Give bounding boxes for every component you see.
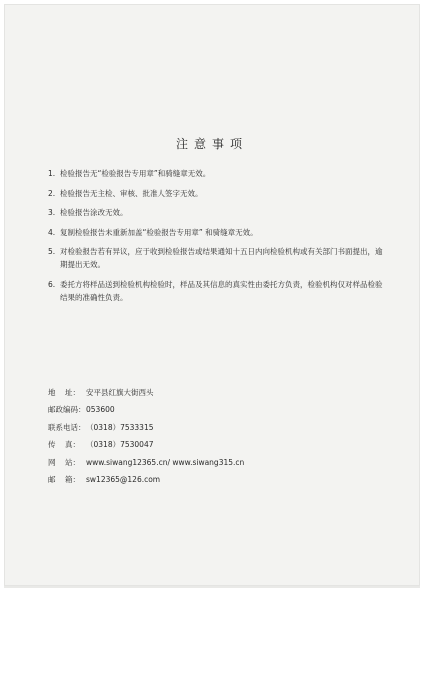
contact-info bbox=[48, 384, 244, 489]
contact-label: 传 真： bbox=[48, 440, 81, 450]
contact-label: 邮 箱： bbox=[48, 475, 81, 485]
address-value: 安平县红旗大街西头 bbox=[86, 387, 154, 397]
note-number: 6. bbox=[48, 279, 56, 289]
note-text: 委托方将样品送到检验机构检验时，样品及其信息的真实性由委托方负责，检验机构仅对样品检验结果的准确性负责。 bbox=[60, 279, 383, 302]
note-number: 5. bbox=[48, 247, 56, 256]
note-item bbox=[48, 278, 384, 304]
note-number: 4. bbox=[48, 227, 56, 237]
phone-value: （0318）7533315 bbox=[86, 422, 154, 432]
contact-label: 联系电话： bbox=[48, 422, 86, 432]
note-text: 对检验报告若有异议，应于收到检验报告或结果通知十五日内向检验机构或有关部门书面提出，逾期提出无效。 bbox=[60, 247, 383, 269]
contact-postcode-row bbox=[48, 402, 244, 420]
note-item bbox=[48, 206, 384, 219]
contact-website-row bbox=[48, 454, 244, 472]
contact-address-row bbox=[48, 384, 244, 402]
notes-list bbox=[48, 167, 384, 310]
contact-fax-row bbox=[48, 437, 244, 455]
note-item bbox=[48, 245, 384, 271]
contact-email-row bbox=[48, 472, 244, 490]
contact-label: 邮政编码： bbox=[48, 405, 86, 415]
postcode-value: 053600 bbox=[86, 405, 115, 415]
note-text: 检验报告无“检验报告专用章”和骑缝章无效。 bbox=[60, 169, 211, 178]
note-number: 2. bbox=[48, 188, 56, 198]
note-text: 检验报告涂改无效。 bbox=[60, 208, 128, 217]
email-value: sw12365@126.com bbox=[86, 475, 161, 485]
contact-label: 网 站： bbox=[48, 457, 81, 467]
note-text: 复制检验报告未重新加盖“检验报告专用章” 和骑缝章无效。 bbox=[60, 227, 258, 237]
page-edge bbox=[4, 586, 420, 588]
contact-phone-row bbox=[48, 419, 244, 437]
fax-value: （0318）7530047 bbox=[86, 440, 154, 450]
website-value: www.siwang12365.cn/ www.siwang315.cn bbox=[86, 457, 245, 467]
page-title: 注意事项 bbox=[175, 137, 248, 151]
contact-label: 地 址： bbox=[48, 387, 81, 397]
note-number: 3. bbox=[48, 208, 56, 217]
note-item bbox=[48, 167, 384, 180]
note-item bbox=[48, 226, 384, 239]
note-item bbox=[48, 187, 384, 200]
note-text: 检验报告无主检、审核、批准人签字无效。 bbox=[60, 188, 203, 198]
note-number: 1. bbox=[48, 169, 56, 178]
